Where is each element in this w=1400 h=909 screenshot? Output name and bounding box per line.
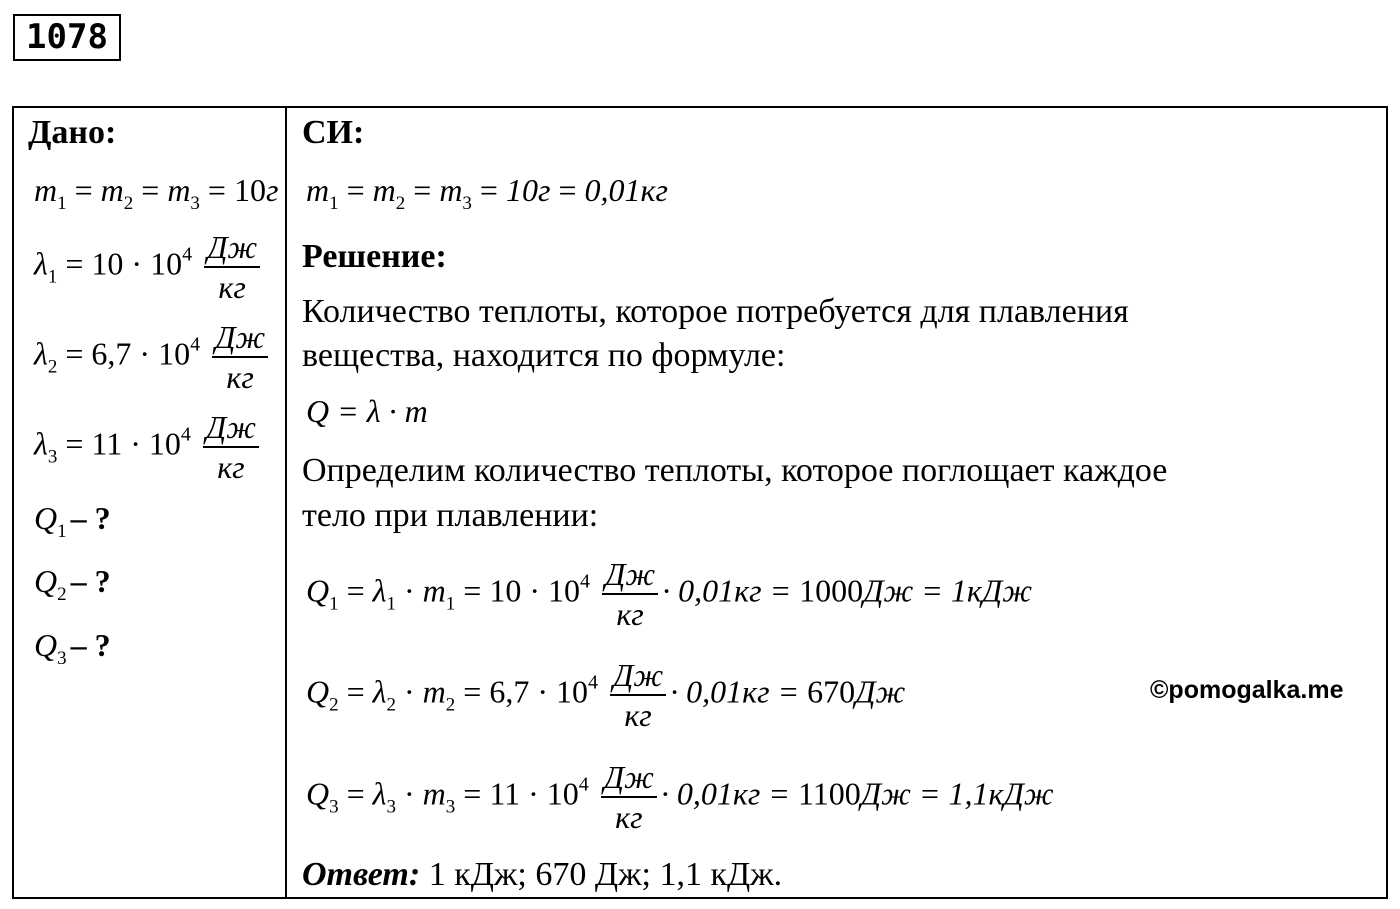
- answer-line: [302, 856, 782, 894]
- unknown-q1: $Q_1$ – ?: [34, 500, 111, 542]
- problem-number: 1078: [13, 14, 121, 61]
- column-divider: [285, 106, 287, 899]
- equation-q3: $Q_3 = \lambda_3 \cdot m_3 = 11 \cdot 10^4$ $\frac{Дж}{кг}$ · 0,01кг = 1100Дж = 1,1кДж: [306, 759, 1054, 835]
- watermark: ©pomogalka.me: [1150, 676, 1344, 704]
- equation-q1: $Q_1 = \lambda_1 \cdot m_1 = 10 \cdot 10^4$ $\frac{Дж}{кг}$ · 0,01кг = 1000Дж = 1кДж: [306, 556, 1032, 632]
- given-masses: $m_1 = m_2 = m_3 = 10г$: [34, 172, 279, 214]
- given-lambda-3: $\lambda_3 = 11 \cdot 10^4$ $\frac{Дж}{кг}$: [34, 410, 263, 484]
- lambda-symbol: λ: [34, 245, 48, 282]
- solution-formula: Q = λ · m: [306, 393, 428, 429]
- solution-step-line2: тело при плавлении:: [302, 497, 599, 534]
- answer-label: Ответ:: [302, 856, 421, 893]
- si-title: СИ:: [302, 114, 365, 151]
- solution-intro-line1: Количество теплоты, которое потребуется для плавления: [302, 293, 1129, 330]
- given-lambda-1: $\lambda_1 = 10 \cdot 10^4$ $\frac{Дж}{кг}$: [34, 230, 264, 304]
- unknown-q3: $Q_3$ – ?: [34, 627, 111, 669]
- equation-q2: $Q_2 = \lambda_2 \cdot m_2 = 6,7 \cdot 10^4$ $\frac{Дж}{кг}$ · 0,01кг = 670Дж: [306, 657, 906, 733]
- given-lambda-2: $\lambda_2 = 6,7 \cdot 10^4$ $\frac{Дж}{кг}$: [34, 320, 272, 394]
- si-conversion: $m_1 = m_2 = m_3 = 10г = 0,01кг$: [306, 172, 668, 214]
- solution-intro-line2: вещества, находится по формуле:: [302, 337, 786, 374]
- given-title: Дано:: [28, 114, 117, 151]
- solution-title: Решение:: [302, 238, 447, 275]
- solution-step-line1: Определим количество теплоты, которое поглощает каждое: [302, 452, 1168, 489]
- answer-text: 1 кДж; 670 Дж; 1,1 кДж.: [420, 856, 783, 893]
- unknown-q2: $Q_2$ – ?: [34, 563, 111, 605]
